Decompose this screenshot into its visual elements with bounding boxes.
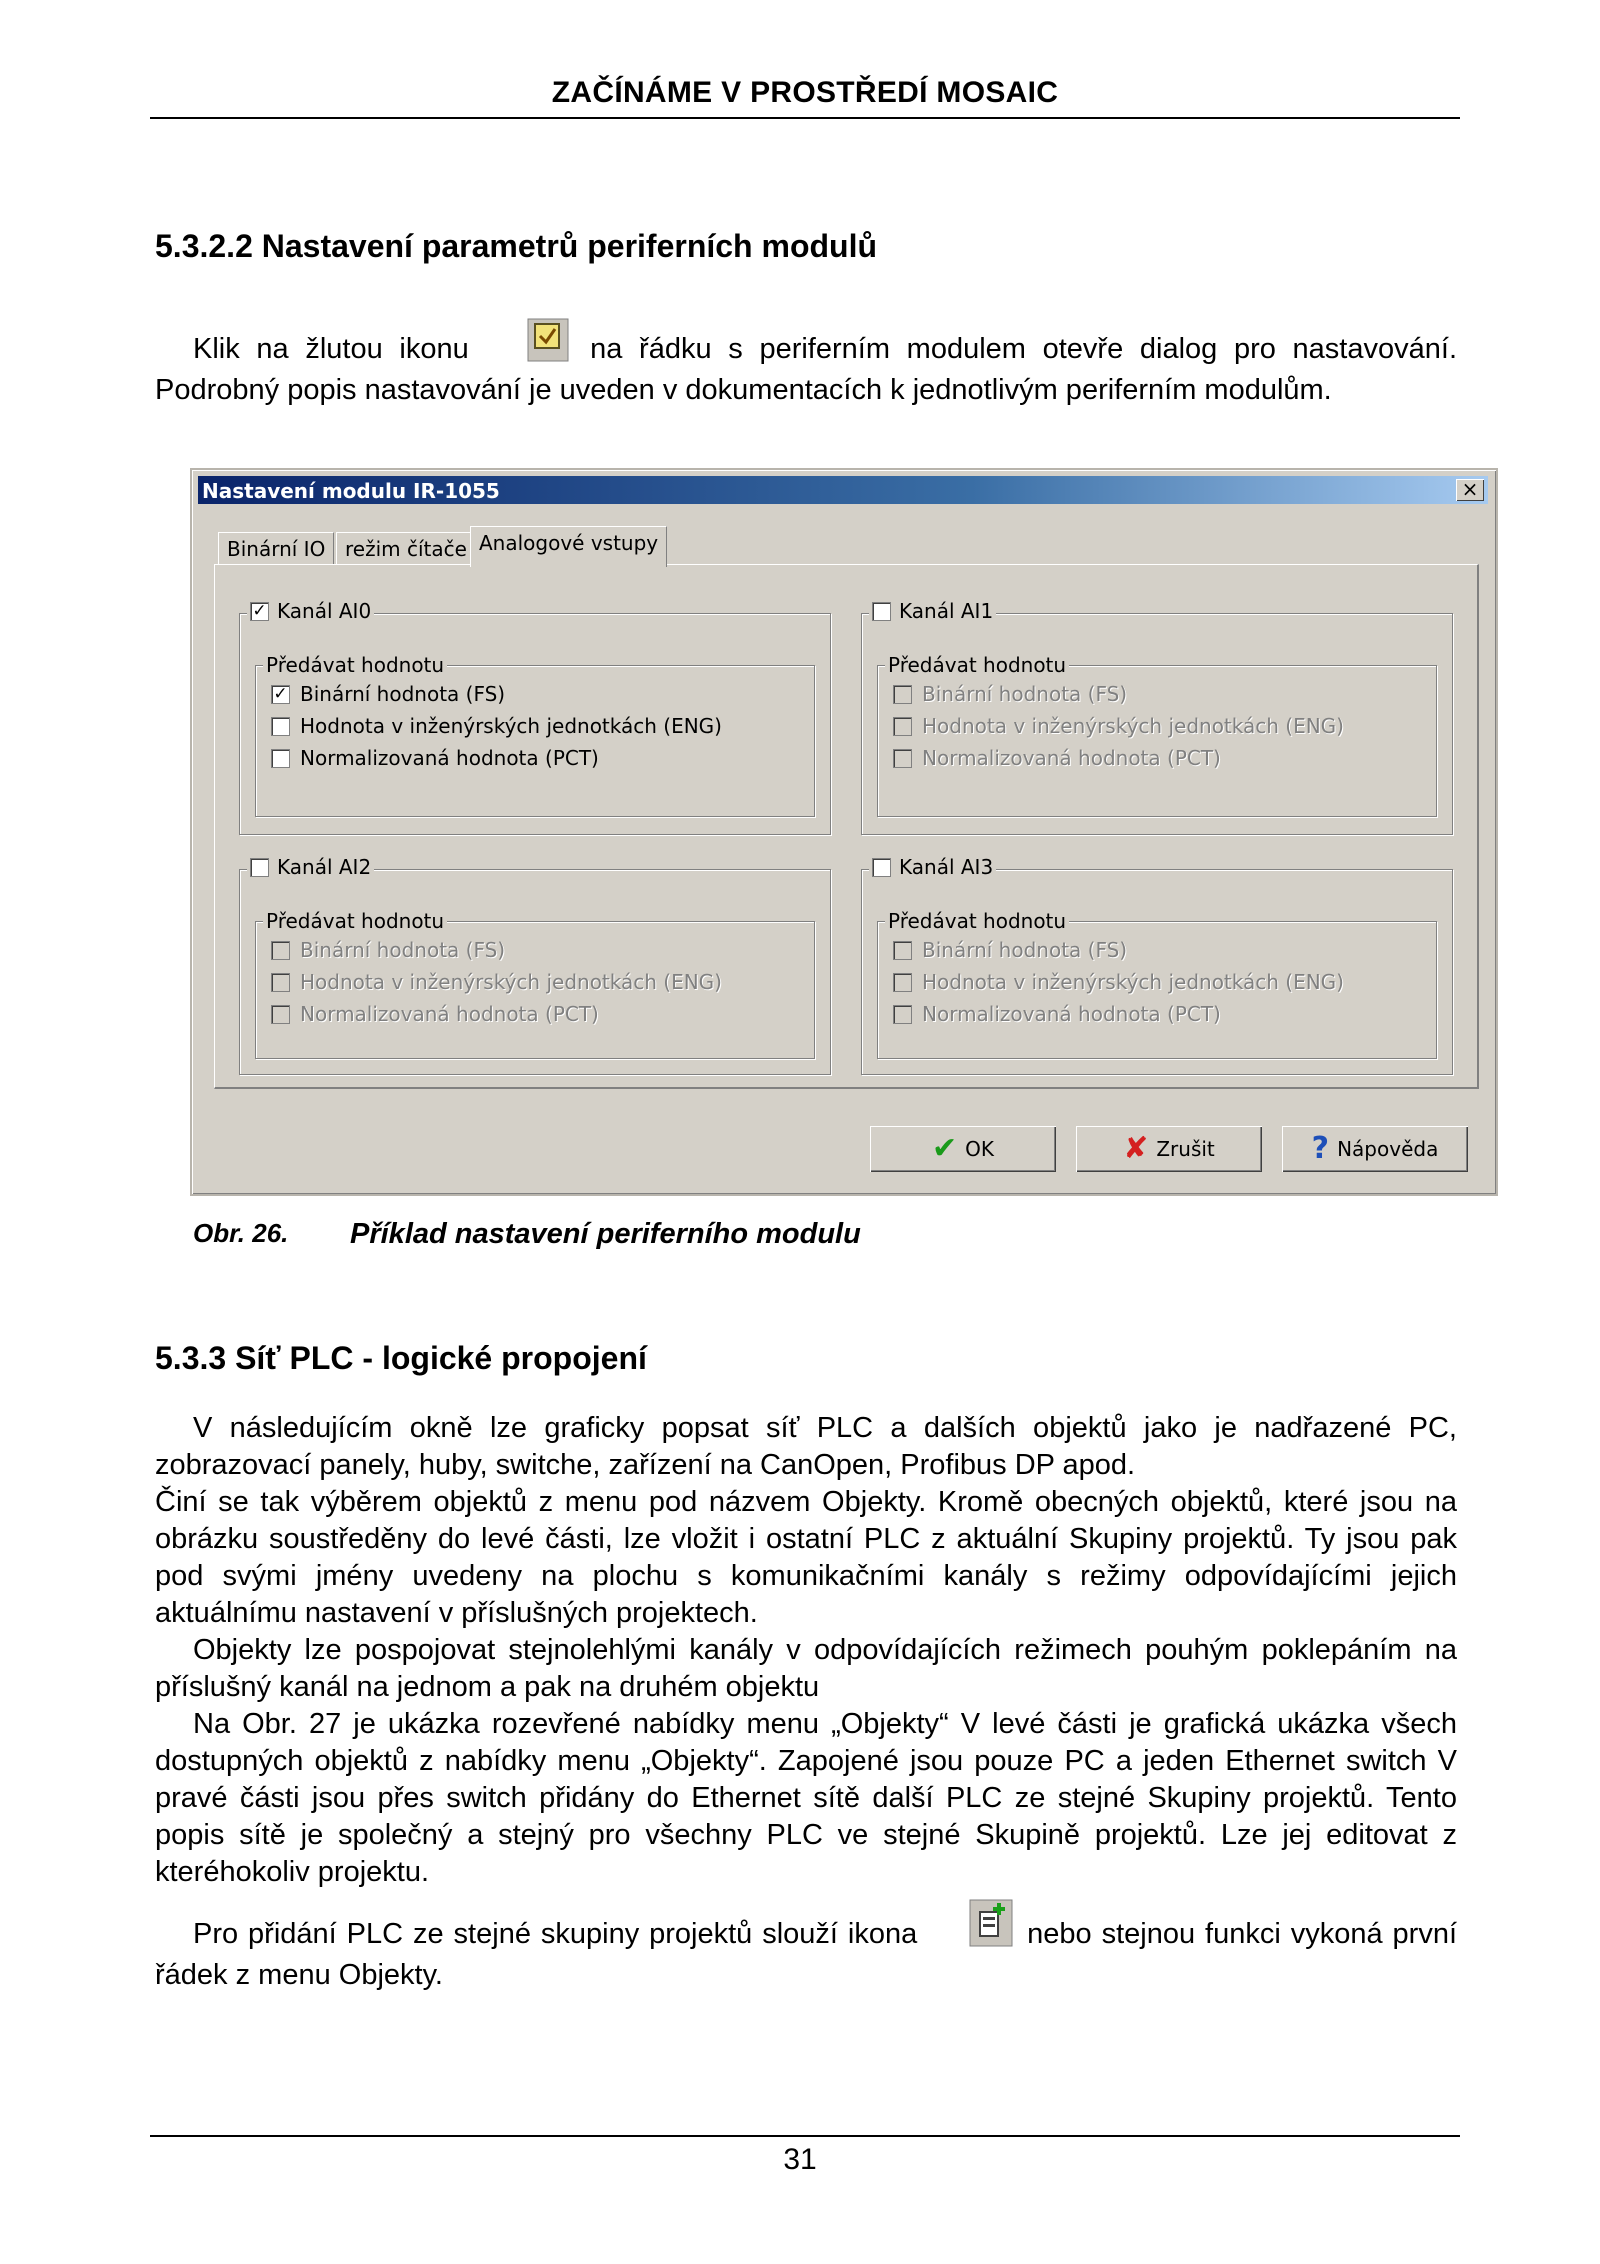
section2-p5-before: Pro přidání PLC ze stejné skupiny projektů slouží ikona <box>193 1918 918 1950</box>
option-checkbox <box>893 685 912 704</box>
module-settings-dialog <box>190 468 1498 1196</box>
running-header: ZAČÍNÁME V PROSTŘEDÍ MOSAIC <box>551 76 1059 109</box>
section2-paragraph-1: V následujícím okně lze graficky popsat síť PLC a dalších objektů jako je nadřazené PC, zobrazovací panely, huby, switche, zařízení na CanOpen, Profibus DP apod. <box>155 1412 1457 1481</box>
option-label: Binární hodnota (FS) <box>922 938 1128 962</box>
option-checkbox[interactable] <box>271 749 290 768</box>
channel-checkbox-ai1[interactable] <box>872 602 891 621</box>
section2-body <box>155 1410 1457 1994</box>
option-label: Hodnota v inženýrských jednotkách (ENG) <box>300 714 722 738</box>
cross-icon: ✘ <box>1123 1131 1149 1166</box>
option-row <box>893 683 1127 705</box>
channel-checkbox-ai3-row[interactable] <box>869 856 996 878</box>
option-checkbox <box>271 941 290 960</box>
cancel-button[interactable] <box>1076 1126 1262 1172</box>
tab-analog-inputs[interactable]: Analogové vstupy <box>470 526 667 567</box>
option-label: Hodnota v inženýrských jednotkách (ENG) <box>300 970 722 994</box>
option-label: Hodnota v inženýrských jednotkách (ENG) <box>922 714 1344 738</box>
channel-checkbox-ai2[interactable] <box>250 858 269 877</box>
tab-panel <box>214 564 1479 1089</box>
option-row <box>893 1003 1221 1025</box>
yellow-settings-icon <box>489 318 569 372</box>
subgroup-label-ai0: Předávat hodnotu <box>263 654 447 676</box>
channel-checkbox-ai2-row[interactable] <box>247 856 374 878</box>
tab-counter-mode[interactable]: režim čítače <box>336 532 476 565</box>
option-checkbox[interactable] <box>271 717 290 736</box>
option-row <box>893 747 1221 769</box>
subgroup-label-ai3: Předávat hodnotu <box>885 910 1069 932</box>
option-label: Binární hodnota (FS) <box>300 682 506 706</box>
header-rule <box>150 117 1460 119</box>
option-checkbox <box>893 973 912 992</box>
section1-text-after: na řádku s periferním modulem otevře dialog pro nastavování. Podrobný popis nastavování je uveden v dokumentacích k jednotlivým periferním modulům. <box>155 333 1457 406</box>
tab-binary-io[interactable]: Binární IO <box>218 532 334 565</box>
dialog-titlebar <box>198 476 1488 504</box>
channel-label-ai1: Kanál AI1 <box>899 599 994 623</box>
option-label: Normalizovaná hodnota (PCT) <box>922 1002 1221 1026</box>
option-row <box>271 1003 599 1025</box>
option-label: Binární hodnota (FS) <box>922 682 1128 706</box>
channel-checkbox-ai3[interactable] <box>872 858 891 877</box>
option-checkbox <box>893 941 912 960</box>
channel-label-ai2: Kanál AI2 <box>277 855 372 879</box>
channel-checkbox-ai0[interactable]: ✓ <box>250 602 269 621</box>
page-number: 31 <box>783 2143 817 2176</box>
channel-label-ai3: Kanál AI3 <box>899 855 994 879</box>
cancel-label: Zrušit <box>1156 1137 1215 1161</box>
close-button[interactable]: × <box>1456 479 1484 501</box>
option-label: Hodnota v inženýrských jednotkách (ENG) <box>922 970 1344 994</box>
section2-p5-after: nebo stejnou funkci vykoná první řádek z menu Objekty. <box>155 1918 1458 1991</box>
channel-checkbox-ai1-row[interactable] <box>869 600 996 622</box>
option-checkbox <box>893 1005 912 1024</box>
checkmark-icon: ✔ <box>932 1131 958 1166</box>
option-label: Normalizovaná hodnota (PCT) <box>300 746 599 770</box>
option-checkbox[interactable]: ✓ <box>271 685 290 704</box>
option-row <box>893 939 1127 961</box>
subgroup-label-ai1: Předávat hodnotu <box>885 654 1069 676</box>
option-row[interactable] <box>271 715 722 737</box>
section2-paragraph-5 <box>155 1899 1457 1994</box>
question-icon: ? <box>1311 1131 1330 1166</box>
figure-number: Obr. 26. <box>193 1218 289 1248</box>
option-checkbox <box>893 749 912 768</box>
option-row <box>271 939 505 961</box>
add-plc-icon <box>931 1899 1013 1957</box>
help-label: Nápověda <box>1337 1137 1439 1161</box>
option-row <box>271 971 722 993</box>
figure-caption: Příklad nastavení periferního modulu <box>350 1218 861 1250</box>
option-row[interactable] <box>271 683 505 705</box>
section1-text-before: Klik na žlutou ikonu <box>193 333 469 365</box>
option-checkbox <box>893 717 912 736</box>
option-label: Normalizovaná hodnota (PCT) <box>922 746 1221 770</box>
option-checkbox <box>271 973 290 992</box>
ok-button[interactable] <box>870 1126 1056 1172</box>
channel-label-ai0: Kanál AI0 <box>277 599 372 623</box>
option-checkbox <box>271 1005 290 1024</box>
subgroup-label-ai2: Předávat hodnotu <box>263 910 447 932</box>
ok-label: OK <box>965 1137 994 1161</box>
help-button[interactable] <box>1282 1126 1468 1172</box>
dialog-title: Nastavení modulu IR-1055 <box>202 479 500 503</box>
option-row <box>893 971 1344 993</box>
option-label: Normalizovaná hodnota (PCT) <box>300 1002 599 1026</box>
section2-paragraph-4: Na Obr. 27 je ukázka rozevřené nabídky menu „Objekty“ V levé části je grafická ukázka všech dostupných objektů z nabídky menu „Objekty“. Zapojené jsou pouze PC a jeden Ethernet switch V pravé části jsou přes switch přidány do Ethernet sítě další PLC ze stejné Skupiny projektů. Tento popis sítě je společný a stejný pro všechny PLC ve stejné Skupině projektů. Lze jej editovat z kteréhokoliv projektu. <box>155 1708 1457 1888</box>
section-heading-5-3-2-2: 5.3.2.2 Nastavení parametrů periferních modulů <box>155 228 878 264</box>
option-label: Binární hodnota (FS) <box>300 938 506 962</box>
section2-paragraph-3: Objekty lze pospojovat stejnolehlými kanály v odpovídajících režimech pouhým poklepáním na příslušný kanál na jednom a pak na druhém objektu <box>155 1634 1457 1703</box>
option-row <box>893 715 1344 737</box>
section1-paragraph <box>155 318 1457 409</box>
channel-checkbox-ai0-row[interactable] <box>247 600 374 622</box>
section2-paragraph-2: Činí se tak výběrem objektů z menu pod názvem Objekty. Kromě obecných objektů, které jsou na obrázku soustředěny do levé části, lze vložit i ostatní PLC z aktuální Skupiny projektů. Ty jsou pak pod svými jmény uvedeny na plochu s komunikačními kanály s režimy odpovídajícími jejich aktuálnímu nastavení v příslušných projektech. <box>155 1486 1457 1629</box>
option-row[interactable] <box>271 747 599 769</box>
footer-rule <box>150 2135 1460 2137</box>
section-heading-5-3-3: 5.3.3 Síť PLC - logické propojení <box>155 1340 647 1376</box>
